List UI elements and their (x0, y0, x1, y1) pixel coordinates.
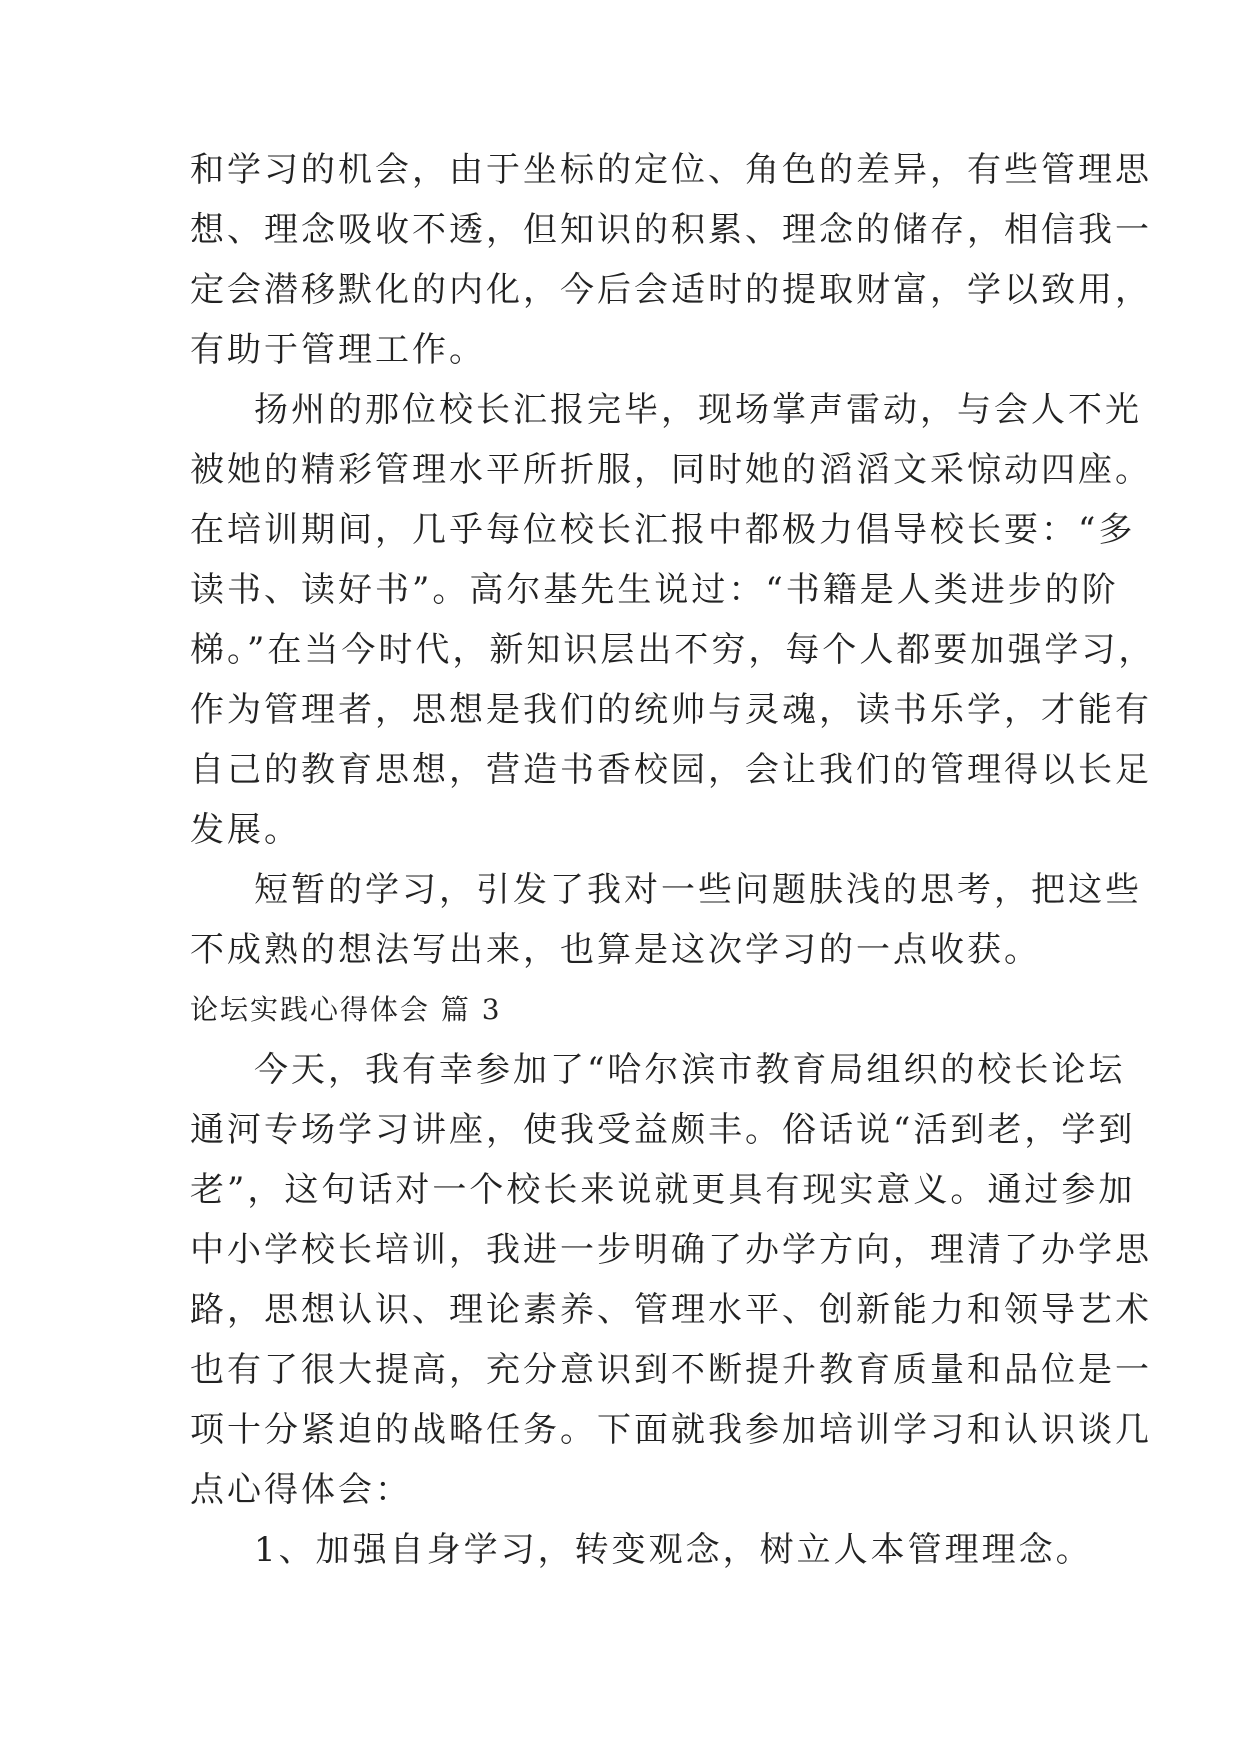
text-line: 作为管理者，思想是我们的统帅与灵魂，读书乐学，才能有 (190, 690, 1152, 730)
text-line: 发展。 (190, 810, 301, 850)
paragraph (190, 1520, 1093, 1580)
text-line: 有助于管理工作。 (190, 330, 486, 370)
text-line: 通河专场学习讲座，使我受益颇丰。俗话说“活到老，学到 (190, 1110, 1136, 1150)
text-line: 短暂的学习，引发了我对一些问题肤浅的思考，把这些 (254, 870, 1142, 910)
text-line: 中小学校长培训，我进一步明确了办学方向，理清了办学思 (190, 1230, 1152, 1270)
document-page (190, 140, 1156, 1580)
paragraph (190, 1040, 1152, 1520)
text-line: 也有了很大提高，充分意识到不断提升教育质量和品位是一 (190, 1350, 1152, 1390)
text-line: 点心得体会： (190, 1470, 412, 1510)
text-line: 今天，我有幸参加了“哈尔滨市教育局组织的校长论坛 (254, 1050, 1126, 1090)
text-line: 扬州的那位校长汇报完毕，现场掌声雷动，与会人不光 (254, 390, 1142, 430)
text-line: 项十分紧迫的战略任务。下面就我参加培训学习和认识谈几 (190, 1410, 1152, 1450)
text-line: 梯。”在当今时代，新知识层出不穷，每个人都要加强学习， (190, 630, 1156, 670)
paragraph (190, 860, 1142, 980)
text-line: 读书、读好书”。高尔基先生说过：“书籍是人类进步的阶 (190, 570, 1119, 610)
text-line: 在培训期间，几乎每位校长汇报中都极力倡导校长要：“多 (190, 510, 1136, 550)
text-line: 被她的精彩管理水平所折服，同时她的滔滔文采惊动四座。 (190, 450, 1152, 490)
text-line: 和学习的机会，由于坐标的定位、角色的差异，有些管理思 (190, 150, 1152, 190)
text-line: 定会潜移默化的内化，今后会适时的提取财富，学以致用， (190, 270, 1152, 310)
paragraph (190, 140, 1152, 380)
text-line: 不成熟的想法写出来，也算是这次学习的一点收获。 (190, 930, 1041, 970)
text-line: 老”，这句话对一个校长来说就更具有现实意义。通过参加 (190, 1170, 1136, 1210)
list-item: 1、加强自身学习，转变观念，树立人本管理理念。 (254, 1530, 1093, 1570)
text-line: 路，思想认识、理论素养、管理水平、创新能力和领导艺术 (190, 1290, 1152, 1330)
section-heading: 论坛实践心得体会 篇 3 (190, 993, 502, 1026)
text-line: 自己的教育思想，营造书香校园，会让我们的管理得以长足 (190, 750, 1152, 790)
paragraph (190, 380, 1156, 860)
text-line: 想、理念吸收不透，但知识的积累、理念的储存，相信我一 (190, 210, 1152, 250)
